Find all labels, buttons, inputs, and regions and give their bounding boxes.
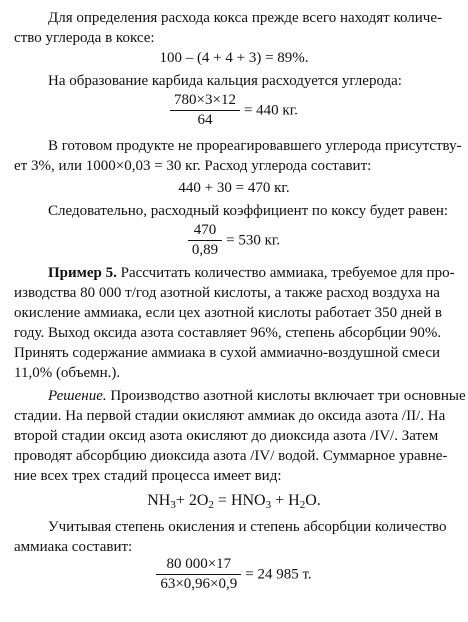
paragraph-coefficient bbox=[14, 201, 456, 221]
paragraph-coke-intro bbox=[14, 8, 456, 48]
text-line: Решение. Производство азотной кислоты включает три основные bbox=[48, 388, 466, 404]
paragraph-ammonia-amount bbox=[14, 517, 456, 557]
text-line: ство углерода в коксе: bbox=[14, 30, 155, 46]
text-line: стадии. На первой стадии окисляют аммиак до оксида азота /II/. На bbox=[14, 408, 446, 424]
text-line: Принять содержание аммиака в сухой аммиачно-воздушной смеси bbox=[14, 345, 441, 361]
text-line: второй стадии оксид азота окисляют до диоксида азота /IV/. Затем bbox=[14, 428, 439, 444]
text-line: Пример 5. Рассчитать количество аммиака, требуемое для про- bbox=[48, 265, 455, 281]
paragraph-carbide bbox=[14, 71, 456, 91]
text-line: году. Выход оксида азота составляет 96%, степень абсорбции 90%. bbox=[14, 325, 442, 341]
fraction bbox=[188, 222, 222, 259]
equation-ammonia-amount bbox=[0, 556, 468, 593]
text-line: проводят абсорбцию диоксида азота /IV/ водой. Суммарное уравне- bbox=[14, 448, 448, 464]
text-line: аммиака составит: bbox=[14, 539, 133, 555]
text-line: изводства 80 000 т/год азотной кислоты, а также расход воздуха на bbox=[14, 285, 440, 301]
text-line: На образование карбида кальция расходуется углерода: bbox=[48, 73, 402, 89]
denominator: 0,89 bbox=[191, 242, 219, 258]
equation-coke-coefficient bbox=[0, 222, 468, 259]
denominator: 64 bbox=[197, 112, 213, 128]
equation-carbon-total: 440 + 30 = 470 кг. bbox=[178, 180, 290, 196]
numerator: 780×3×12 bbox=[170, 92, 240, 111]
numerator: 470 bbox=[188, 222, 222, 241]
text-line: Для определения расхода кокса прежде всего находят количе- bbox=[48, 10, 442, 26]
fraction bbox=[156, 556, 241, 593]
numerator: 80 000×17 bbox=[156, 556, 241, 575]
equation-result: = 530 кг. bbox=[226, 232, 281, 249]
equation-result: = 440 кг. bbox=[243, 102, 298, 119]
text-line: Следовательно, расходный коэффициент по коксу будет равен: bbox=[48, 203, 449, 219]
text-line: ет 3%, или 1000×0,03 = 30 кг. Расход углерода составит: bbox=[14, 158, 372, 174]
text-line: ние всех трех стадий процесса имеет вид: bbox=[14, 468, 282, 484]
fraction bbox=[170, 92, 240, 129]
text-line: В готовом продукте не прореагировавшего углерода присутству- bbox=[48, 138, 462, 154]
equation-carbide-carbon bbox=[0, 92, 468, 129]
equation-carbon-content: 100 – (4 + 4 + 3) = 89%. bbox=[159, 50, 309, 66]
paragraph-solution bbox=[14, 386, 466, 486]
example-label: Пример 5. bbox=[48, 265, 117, 281]
denominator: 63×0,96×0,9 bbox=[160, 576, 238, 592]
text-line: окисление аммиака, если цех азотной кислоты работает 350 дней в bbox=[14, 305, 442, 321]
chemical-equation: $NH_3+ 2O_2 = HNO_3 + H_2O$. bbox=[147, 492, 321, 511]
text-line: Учитывая степень окисления и степень абсорбции количество bbox=[48, 519, 447, 535]
paragraph-unreacted-carbon bbox=[14, 136, 462, 176]
equation-result: = 24 985 т. bbox=[245, 566, 312, 583]
paragraph-example-5 bbox=[14, 263, 456, 383]
solution-label: Решение. bbox=[48, 388, 107, 404]
text-line: 11,0% (объемн.). bbox=[14, 365, 121, 381]
